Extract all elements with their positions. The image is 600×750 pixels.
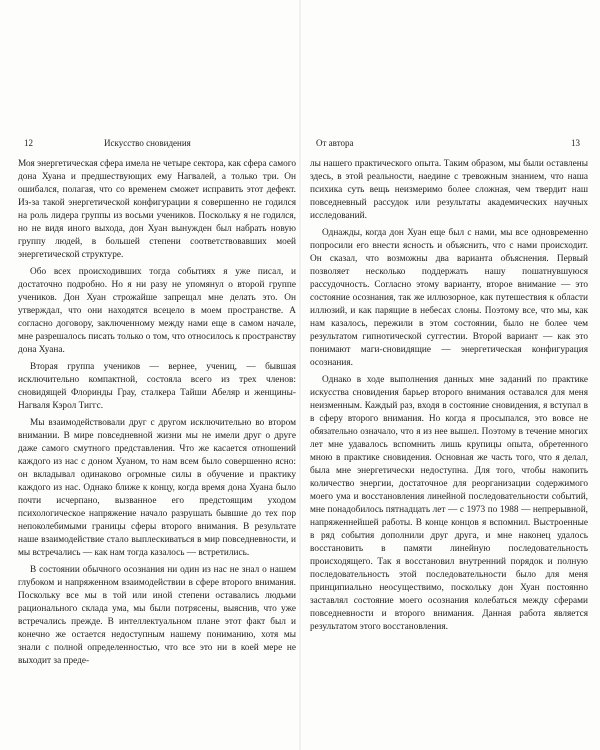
paragraph: Однако в ходе выполнения данных мне заданий по практике искусства сновидения барьер второго внимания оставался для меня неизменным. Каждый раз, входя в состояние сновидения, я вступал в в сферу второго внимания. Но когда я просыпался, это вовсе не обязательно означало, что я из нее вышел. Поэтому в течение многих лет мне удавалось вспомнить лишь крупицы опыта, обретенного мною в практике сновидения. Основная же часть того, что я делал, была мне энергетически недоступна. Для того, чтобы накопить количество энергии, достаточное для реорганизации содержимого моего ума и восстановления линейной последовательности событий, мне понадобилось пятнадцать лет — с 1973 по 1988 — непрерывной, напряженнейшей работы. В конце концов я вспомнил. Выстроенные в ряд события дополнили друг друга, и мне наконец удалось восстановить в памяти линейную последовательность происходящего. Так я восстановил внутренний порядок и полную последовательность этой последовательности было для меня принципиально неосуществимо, поскольку дон Хуан постоянно заставлял состояние моего осознания колебаться между сферами повседневности и второго внимания. Данная работа является результатом этого восстановления.	[310, 375, 588, 632]
paragraph: В состоянии обычного осознания ни один из нас не знал о нашем глубоком и напряженном взаимодействии в сфере второго внимания. Поскольку все мы в той или иной степени оставались людьми рационального склада ума, мы были потрясены, выяснив, что уже встречались прежде. В интеллектуальном плане этот факт был и конечно же остается недоступным нашему пониманию, хотя мы знали с полной определенностью, что все это ни в коей мере не выходит за преде-	[18, 565, 296, 666]
left-page	[18, 138, 296, 672]
paragraph: Обо всех происходивших тогда событиях я уже писал, и достаточно подробно. Но я ни разу не упомянул о второй группе учеников. Дон Хуан строжайше запрещал мне делать это. Он утверждал, что они находятся всецело в моем пространстве. А согласно договору, заключенному между нами еще в самом начале, мне разрешалось писать только о том, что относилось к пространству дона Хуана.	[18, 267, 296, 355]
running-title: Искусство сновидения	[104, 138, 191, 148]
right-page	[310, 138, 588, 638]
right-page-header	[310, 138, 588, 152]
paragraph: Моя энергетическая сфера имела не четыре сектора, как сфера самого дона Хуана и предшествующих ему Нагвалей, а только три. Он ошибался, полагая, что со временем сможет исправить этот дефект. Из-за такой энергетической конфигурации я совершенно не годился на роль лидера группы из восьми учеников. Поскольку я не годился, но не видя иного выхода, дон Хуан вынужден был набрать новую группу людей, в большей степени соответствовавших моей энергетической структуре.	[18, 159, 296, 260]
book-gutter	[299, 0, 301, 750]
paragraph: Однажды, когда дон Хуан еще был с нами, мы все одновременно попросили его внести ясность и объяснить, что с нами происходит. Он сказал, что возможны два варианта объяснения. Первый позволяет несколько поддержать нашу пошатнувшуюся рассудочность. Согласно этому варианту, второе внимание — это состояние осознания, так же иллюзорное, как путешествия к области иллюзий, и как парящие в небесах слоны. Поэтому все, что мы, как нам казалось, пережили в этом состоянии, было не более чем результатом гипнотической суггестии. Второй вариант — как это понимают маги-сновидящие — энергетическая конфигурация осознания.	[310, 228, 588, 368]
paragraph: лы нашего практического опыта. Таким образом, мы были оставлены здесь, в этой реальности, наедине с тревожным знанием, что наша психика суть вещь неизмеримо более сложная, чем твердит наш повседневный рассудок или результаты академических научных исследований.	[310, 159, 588, 221]
paragraph: Вторая группа учеников — вернее, учениц, — бывшая исключительно компактной, состояла всего из трех членов: сновидящей Флоринды Грау, сталкера Тайши Абеляр и женщины-Нагваля Кэрол Тиггс.	[18, 362, 296, 411]
page-number: 13	[571, 138, 580, 148]
paragraph: Мы взаимодействовали друг с другом исключительно во втором внимании. В мире повседневной жизни мы не имели друг о друге даже самого смутного представления. Что же касается отношений каждого из нас с доном Хуаном, то нам всем было совершенно ясно: он вкладывал одинаково огромные силы в обучение и практику каждого из нас. Однако ближе к концу, когда время дона Хуана было почти исчерпано, вызванное его предстоящим уходом психологическое напряжение начало разрушать бывшие до тех пор непоколебимыми границы сферы второго внимания. В результате наше взаимодействие стало выплескиваться в мир повседневности, и мы встречались — как нам тогда казалось — встретились.	[18, 418, 296, 558]
running-title: От автора	[316, 138, 354, 148]
left-page-header	[18, 138, 296, 152]
left-page-body	[18, 158, 296, 668]
page-number: 12	[24, 138, 33, 148]
right-page-body	[310, 158, 588, 634]
